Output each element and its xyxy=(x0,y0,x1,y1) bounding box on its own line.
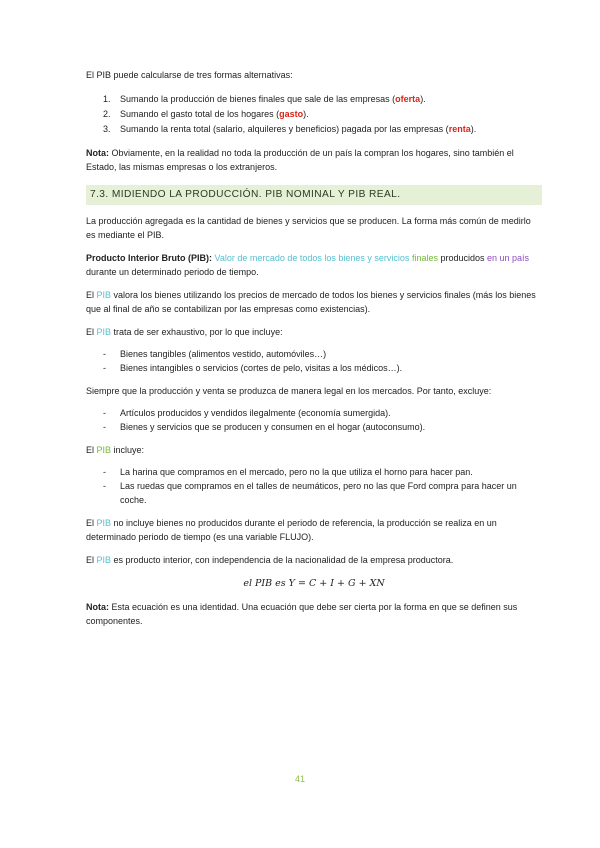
excludes-list xyxy=(86,406,542,434)
pib-term: PIB xyxy=(96,327,112,337)
pib-term: PIB xyxy=(96,555,112,565)
method-item xyxy=(86,107,542,122)
methods-list xyxy=(86,92,542,137)
section-heading: 7.3. MIDIENDO LA PRODUCCIÓN. PIB NOMINAL Y PIB REAL. xyxy=(86,185,542,205)
intro-paragraph xyxy=(86,68,542,82)
excluye-paragraph: Siempre que la producción y venta se produzca de manera legal en los mercados. Por tanto, excluye: xyxy=(86,386,492,396)
incluye-paragraph xyxy=(86,443,542,457)
trata-paragraph xyxy=(86,325,542,339)
definition-paragraph xyxy=(86,251,542,279)
interior-text: es producto interior, con independencia de la nacionalidad de la empresa productora. xyxy=(111,555,454,565)
method-text-end: ). xyxy=(303,109,309,119)
pib-term: PIB xyxy=(96,445,112,455)
aggregate-paragraph: La producción agregada es la cantidad de bienes y servicios que se producen. La forma más común de medirlo es mediante el PIB. xyxy=(86,216,531,240)
intro-text: puede calcularse de tres formas alternativas: xyxy=(111,70,293,80)
definition-country: en un país xyxy=(486,253,530,263)
list-item: - Las ruedas que compramos en el talles de neumáticos, pero no las que Ford compra para hacer un coche. xyxy=(103,481,517,505)
definition-label: Producto Interior Bruto (PIB): xyxy=(86,253,212,263)
formula: el PIB es Y = C + I + G + XN xyxy=(243,578,385,589)
text-prefix: El xyxy=(86,327,97,337)
text-prefix: El xyxy=(86,290,97,300)
method-number: 3. xyxy=(103,124,111,134)
definition-finales: finales xyxy=(411,253,438,263)
list-item: - Artículos producidos y vendidos ilegalmente (economía sumergida). xyxy=(103,408,391,418)
list-item: - Bienes intangibles o servicios (cortes de pelo, visitas a los médicos…). xyxy=(103,363,403,373)
text-prefix: El xyxy=(86,445,97,455)
definition-text-end: durante un determinado periodo de tiempo. xyxy=(86,267,259,277)
list-item-text: La harina que compramos en el mercado, pero no la que utiliza el horno para hacer pan. xyxy=(120,467,473,477)
no-incluye-text: no incluye bienes no producidos durante el periodo de referencia, la producción se realiza en un determinado periodo de tiempo (es una variable FLUJO). xyxy=(86,518,497,542)
list-item: - Bienes y servicios que se producen y consumen en el hogar (autoconsumo). xyxy=(103,422,426,432)
note2-paragraph xyxy=(86,600,542,628)
note-label: Nota: xyxy=(86,602,109,612)
note-text: Esta ecuación es una identidad. Una ecuación que debe ser cierta por la forma en que se definen sus componentes. xyxy=(86,602,518,626)
pib-term: PIB xyxy=(96,518,112,528)
includes-list xyxy=(86,347,542,375)
pib-term: PIB xyxy=(96,290,112,300)
incluye-text: incluye: xyxy=(111,445,145,455)
method-text: Sumando la renta total (salario, alquileres y beneficios) pagada por las empresas ( xyxy=(120,124,449,134)
method-text-end: ). xyxy=(420,94,426,104)
method-term-oferta: oferta xyxy=(395,94,421,104)
note-text: Obviamente, en la realidad no toda la producción de un país la compran los hogares, sino también el Estado, las mismas empresas o los extranjeros. xyxy=(86,148,514,172)
valora-paragraph xyxy=(86,288,542,316)
definition-text: producidos xyxy=(437,253,487,263)
method-number: 1. xyxy=(103,94,111,104)
list-item-text: Bienes intangibles o servicios (cortes de pelo, visitas a los médicos…). xyxy=(120,363,403,373)
note-paragraph xyxy=(86,146,542,174)
list-item-text: Las ruedas que compramos en el talles de neumáticos, pero no las que Ford compra para hacer un coche. xyxy=(120,481,517,505)
method-term-renta: renta xyxy=(448,124,471,134)
method-item xyxy=(86,122,542,137)
list-item-text: Bienes y servicios que se producen y consumen en el hogar (autoconsumo). xyxy=(120,422,426,432)
method-text: Sumando la producción de bienes finales que sale de las empresas ( xyxy=(120,94,396,104)
method-text-end: ). xyxy=(470,124,477,134)
text-prefix: El xyxy=(86,518,97,528)
no-incluye-paragraph xyxy=(86,516,542,544)
list-item: - La harina que compramos en el mercado, pero no la que utiliza el horno para hacer pan. xyxy=(103,467,473,477)
trata-text: trata de ser exhaustivo, por lo que incluye: xyxy=(111,327,283,337)
text-prefix: El xyxy=(86,555,97,565)
method-text: Sumando el gasto total de los hogares ( xyxy=(120,109,280,119)
note-label: Nota: xyxy=(86,148,109,158)
examples-list xyxy=(86,465,542,507)
valora-text: valora los bienes utilizando los precios de mercado de todos los bienes y servicios finales (más los bienes que al final de año se contabilizan por las empresas como existencias). xyxy=(86,290,536,314)
list-item-text: Artículos producidos y vendidos ilegalmente (economía sumergida). xyxy=(120,408,391,418)
interior-paragraph xyxy=(86,553,542,567)
page-content xyxy=(86,68,542,628)
intro-pib: El PIB xyxy=(86,70,112,80)
page-number: 41 xyxy=(294,774,305,784)
list-item: - Bienes tangibles (alimentos vestido, automóviles…) xyxy=(103,349,327,359)
definition-value-text: Valor de mercado de todos los bienes y servicios xyxy=(212,253,412,263)
list-item-text: Bienes tangibles (alimentos vestido, automóviles…) xyxy=(120,349,327,359)
method-number: 2. xyxy=(103,109,111,119)
method-term-gasto: gasto xyxy=(279,109,304,119)
method-item xyxy=(86,92,542,107)
